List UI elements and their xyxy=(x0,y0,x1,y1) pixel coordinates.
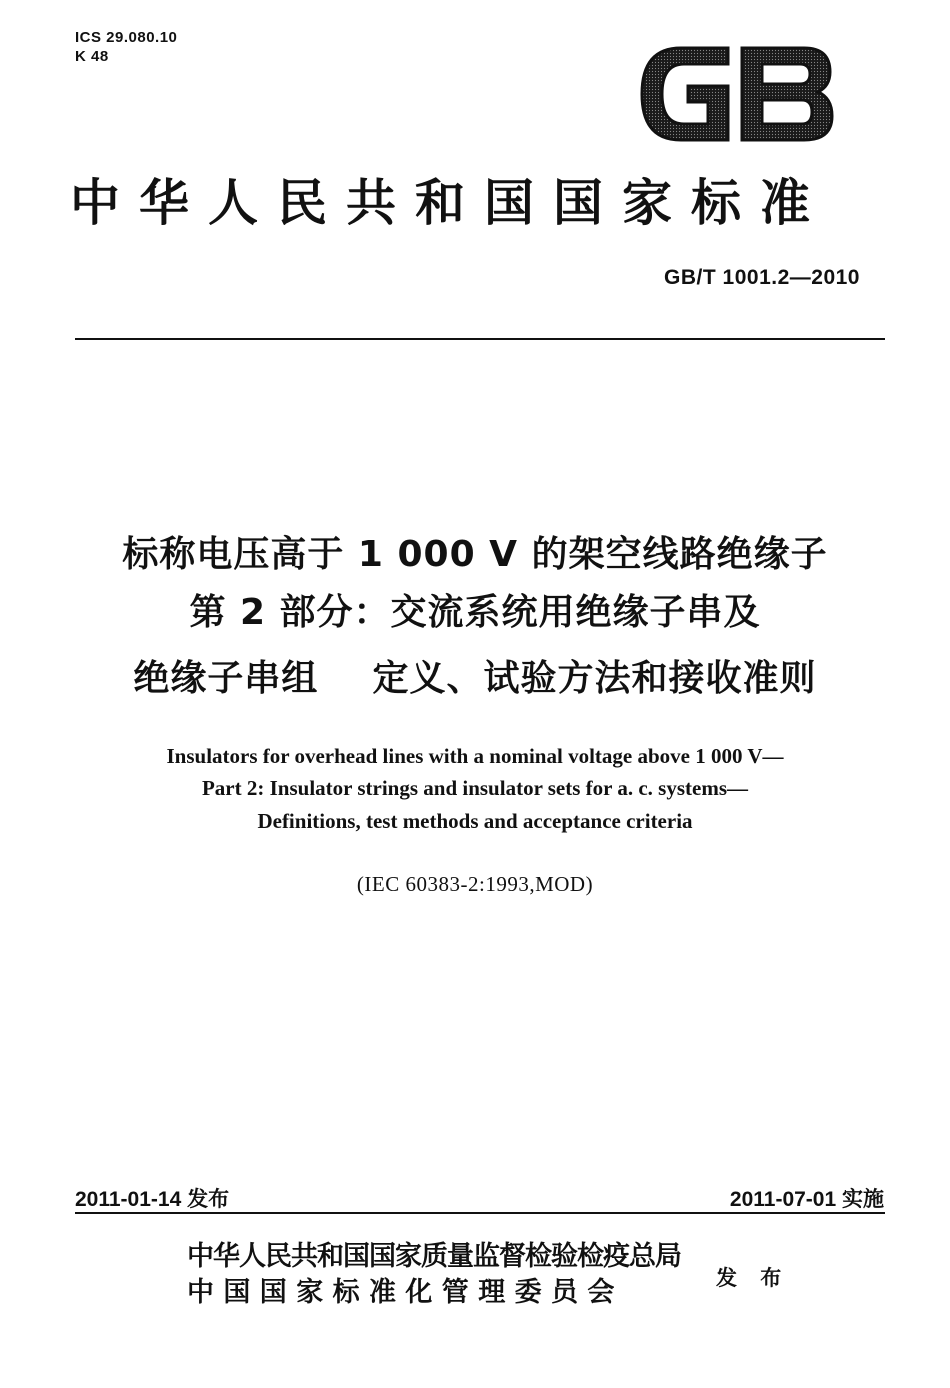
issue-date: 2011-01-14 发布 xyxy=(75,1188,230,1211)
gb-logo xyxy=(636,40,836,148)
title-zh-line-1: 标称电压高于 1 000 V 的架空线路绝缘子 xyxy=(122,534,828,575)
top-divider xyxy=(75,338,885,340)
title-zh-line-3: 绝缘子串组 定义、试验方法和接收准则 xyxy=(133,658,817,699)
effective-date: 2011-07-01 实施 xyxy=(729,1188,884,1211)
classification-codes xyxy=(75,28,177,66)
iec-reference: (IEC 60383-2:1993,MOD) xyxy=(356,872,594,896)
ics-code: ICS 29.080.10 xyxy=(75,29,178,46)
logo-text: GB xyxy=(636,40,638,41)
title-en-line-1: Insulators for overhead lines with a nominal voltage above 1 000 V— xyxy=(166,744,784,768)
title-zh-line-2: 第 2 部分：交流系统用绝缘子串及 xyxy=(189,592,761,633)
standard-number: GB/T 1001.2—2010 xyxy=(664,266,860,289)
national-standard-title: 中华人民共和国国家标准 xyxy=(70,173,829,232)
publish-label: 发 布 xyxy=(716,1266,790,1290)
ccs-code: K 48 xyxy=(75,48,109,65)
title-en-line-2: Part 2: Insulator strings and insulator sets for a. c. systems— xyxy=(201,776,748,800)
issuer-sac: 中 国 国 家 标 准 化 管 理 委 员 会 xyxy=(187,1277,615,1308)
issuer-aqsiq: 中华人民共和国国家质量监督检验检疫总局 xyxy=(187,1241,681,1272)
bottom-divider xyxy=(75,1212,885,1214)
title-en-line-3: Definitions, test methods and acceptance criteria xyxy=(257,809,693,833)
